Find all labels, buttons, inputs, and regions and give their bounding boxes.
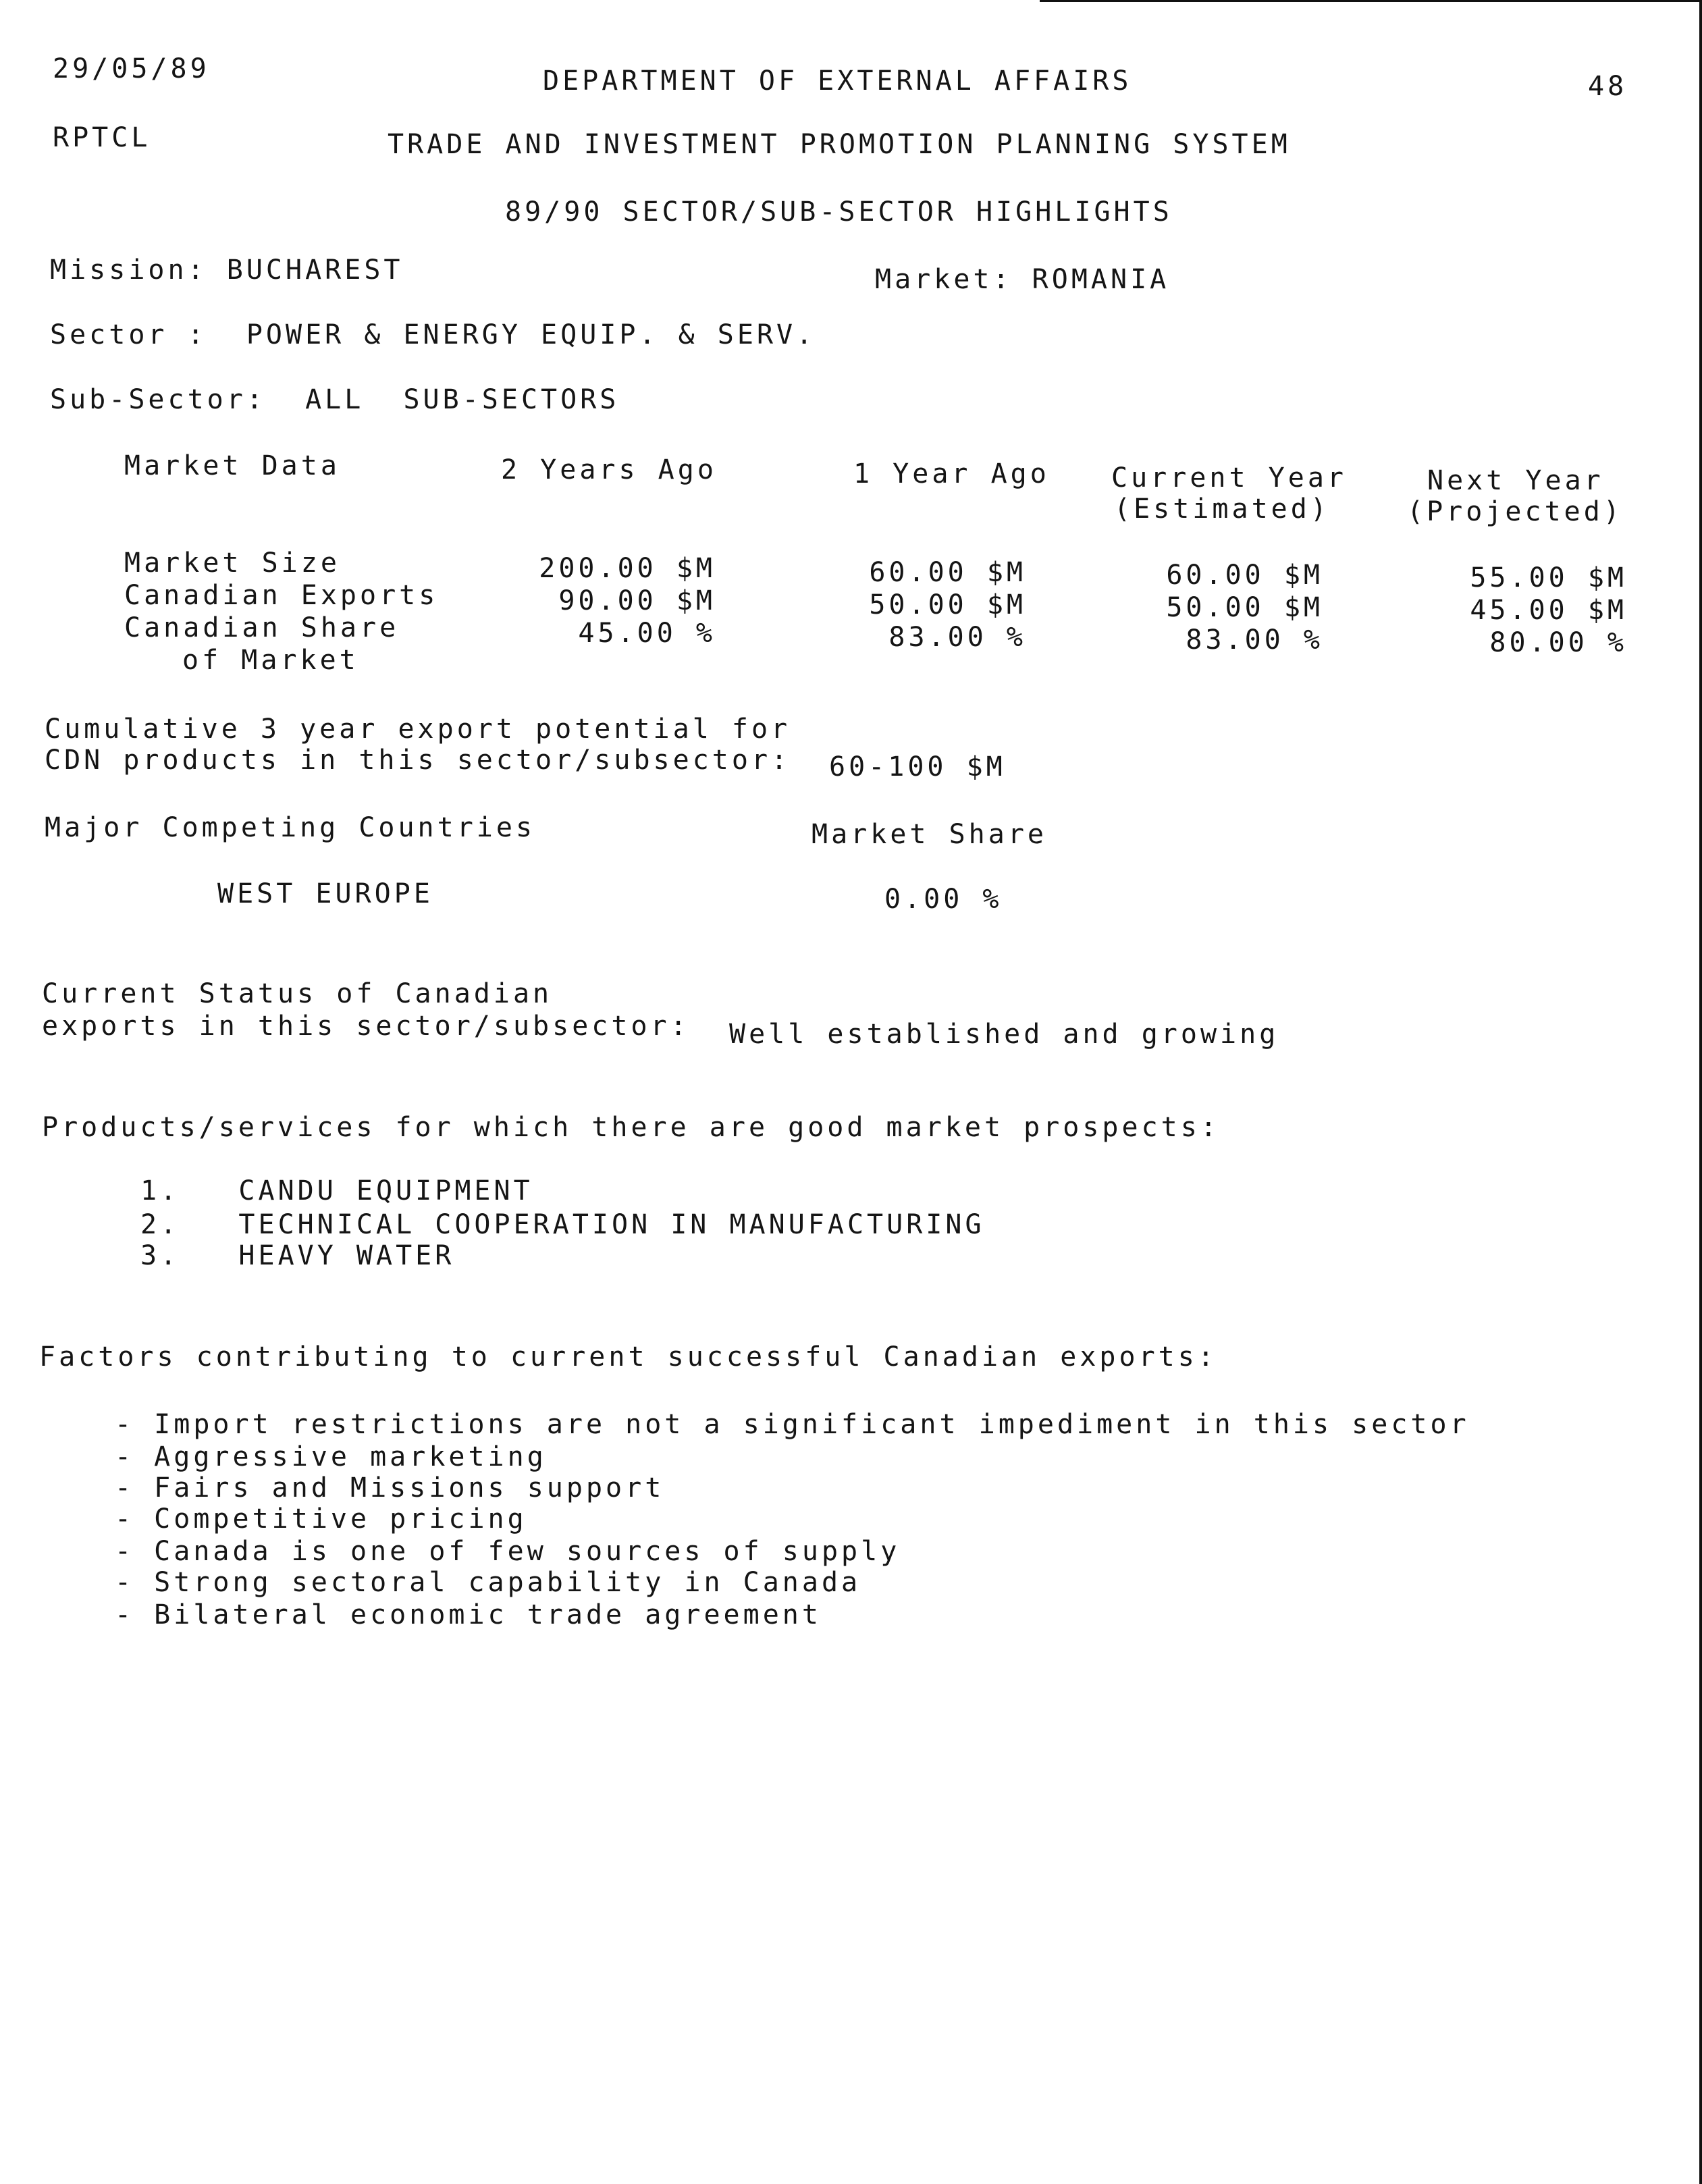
- product-text: TECHNICAL COOPERATION IN MANUFACTURING: [238, 1209, 985, 1240]
- factors-heading: Factors contributing to current successful Canadian exports:: [39, 1341, 1217, 1373]
- potential-value: 60-100 $M: [829, 751, 1006, 782]
- list-item: - Fairs and Missions support: [115, 1472, 665, 1503]
- product-text: CANDU EQUIPMENT: [238, 1175, 533, 1206]
- status-line-1: Current Status of Canadian: [42, 978, 553, 1009]
- list-item: - Aggressive marketing: [115, 1441, 547, 1472]
- scan-right-edge: [1699, 0, 1702, 2184]
- cell-market-size-2y: 200.00 $M: [539, 553, 716, 584]
- sub-sector-line: Sub-Sector: ALL SUB-SECTORS: [50, 384, 620, 415]
- scan-top-edge: [1040, 0, 1702, 2]
- list-item: - Competitive pricing: [115, 1503, 527, 1535]
- cell-market-size-1y: 60.00 $M: [869, 557, 1026, 588]
- column-header-2-years-ago: 2 Years Ago: [501, 454, 717, 485]
- report-code: RPTCL: [53, 122, 151, 153]
- mission-line: Mission: BUCHAREST: [50, 255, 404, 286]
- competitors-header: Major Competing Countries: [45, 812, 536, 843]
- cell-exports-next: 45.00 $M: [1470, 595, 1627, 626]
- product-number: 2.: [140, 1209, 180, 1240]
- list-item: - Import restrictions are not a significant impediment in this sector: [115, 1409, 1470, 1440]
- column-header-1-year-ago: 1 Year Ago: [853, 458, 1050, 489]
- row-label-canadian-share: Canadian Share: [124, 612, 400, 643]
- list-item: - Strong sectoral capability in Canada: [115, 1567, 861, 1598]
- cell-share-2y: 45.00 %: [578, 618, 716, 649]
- column-header-projected: (Projected): [1407, 496, 1623, 527]
- status-value: Well established and growing: [729, 1019, 1279, 1050]
- row-label-market-size: Market Size: [124, 548, 340, 579]
- cell-share-current: 83.00 %: [1186, 624, 1323, 656]
- row-label-canadian-exports: Canadian Exports: [124, 580, 439, 611]
- cell-market-size-next: 55.00 $M: [1470, 562, 1627, 593]
- column-header-next-year: Next Year: [1427, 465, 1604, 496]
- products-heading: Products/services for which there are good market prospects:: [42, 1112, 1220, 1143]
- market-share-header: Market Share: [812, 819, 1047, 850]
- sector-line: Sector : POWER & ENERGY EQUIP. & SERV.: [50, 319, 816, 350]
- list-item: - Canada is one of few sources of supply: [115, 1536, 901, 1567]
- competitor-share: 0.00 %: [884, 884, 1003, 915]
- cell-exports-2y: 90.00 $M: [558, 585, 716, 616]
- department-title: DEPARTMENT OF EXTERNAL AFFAIRS: [543, 65, 1132, 97]
- report-date: 29/05/89: [53, 53, 210, 84]
- column-header-current-year: Current Year: [1111, 462, 1347, 494]
- row-label-of-market: of Market: [182, 645, 359, 676]
- list-item: [140, 1208, 985, 1241]
- product-number: 1.: [140, 1175, 180, 1206]
- product-number: 3.: [140, 1240, 180, 1271]
- cell-exports-1y: 50.00 $M: [869, 589, 1026, 620]
- cell-market-size-current: 60.00 $M: [1166, 560, 1323, 591]
- list-item: - Bilateral economic trade agreement: [115, 1599, 822, 1630]
- market-line: Market: ROMANIA: [875, 264, 1170, 295]
- product-text: HEAVY WATER: [238, 1240, 455, 1271]
- status-line-2: exports in this sector/subsector:: [42, 1011, 690, 1042]
- cell-share-1y: 83.00 %: [888, 622, 1026, 653]
- report-title: 89/90 SECTOR/SUB-SECTOR HIGHLIGHTS: [505, 196, 1173, 228]
- cell-exports-current: 50.00 $M: [1166, 592, 1323, 623]
- column-header-market-data: Market Data: [124, 450, 340, 481]
- list-item: [140, 1240, 454, 1272]
- cell-share-next: 80.00 %: [1489, 627, 1627, 658]
- page-number: 48: [1588, 71, 1628, 102]
- potential-line-1: Cumulative 3 year export potential for: [45, 714, 791, 745]
- list-item: [140, 1175, 533, 1207]
- potential-line-2: CDN products in this sector/subsector:: [45, 745, 791, 776]
- system-title: TRADE AND INVESTMENT PROMOTION PLANNING SYSTEM: [388, 129, 1291, 160]
- column-header-estimated: (Estimated): [1114, 494, 1330, 525]
- competitor-country: WEST EUROPE: [217, 878, 433, 909]
